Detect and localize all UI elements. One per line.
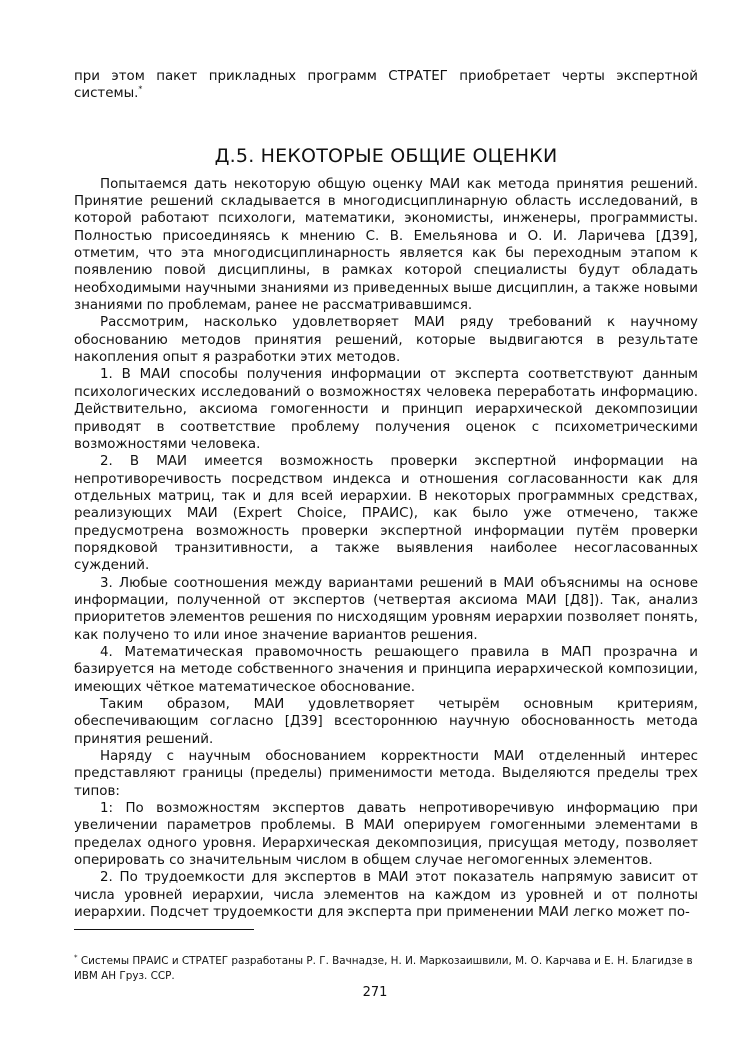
section-heading: Д.5. НЕКОТОРЫЕ ОБЩИЕ ОЦЕНКИ (214, 144, 558, 167)
paragraph: 4. Математическая правомочность решающего правила в МАП прозрачна и базируется на методе собственного значения и принципа иерархической композиции, имеющих чёткое математическое обоснование. (74, 644, 698, 695)
footnote-text: Системы ПРАИС и СТРАТЕГ разработаны Р. Г. Вачнадзе, Н. И. Маркозаишвили, М. О. Карчава и Е. Н. Благидзе в ИВМ АН Груз. ССР. (74, 955, 693, 983)
paragraph: 3. Любые соотношения между вариантами решений в МАИ объяснимы на основе информации, полученной от экспертов (четвертая аксиома МАИ [Д8]). Так, анализ приоритетов элементов решения по нисходящим уровням иерархии позволяет понять, как получено то или иное значение вариантов решения. (74, 575, 698, 643)
footnote-reference-mark: * (138, 84, 143, 94)
paragraph: 2. В МАИ имеется возможность проверки экспертной информации на непротиворечивость посредством индекса и отношения согласованности как для отдельных матриц, так и для всей иерархии. В некоторых программных средствах, реализующих МАИ (Expert Choice, ПРАИС), как было уже отмечено, также предусмотрена возможность проверки экспертной информации путём проверки порядковой транзитивности, а также выявления наиболее несогласованных суждений. (74, 454, 698, 574)
paragraph: 1: По возможностям экспертов давать непротиворечивую информацию при увеличении параметров проблемы. В МАИ оперируем гомогенными элементами в пределах одного уровня. Иерархическая декомпозиция, присущая методу, позволяет оперировать со значительным числом в общем случае негомогенных элементов. (74, 801, 698, 869)
page-number: 271 (362, 985, 388, 1000)
paragraph: Наряду с научным обоснованием корректности МАИ отделенный интерес представляют границы (пределы) применимости метода. Выделяются пределы трех типов: (74, 749, 698, 799)
paragraph: Рассмотрим, насколько удовлетворяет МАИ ряду требований к научному обоснованию методов принятия решений, которые выдвигаются в результате накопления опыт я разработки этих методов. (74, 315, 698, 366)
paragraph: Таким образом, МАИ удовлетворяет четырём основным критериям, обеспечивающим согласно [Д39] всестороннюю научную обоснованность метода принятия решений. (74, 697, 698, 747)
footnote (74, 954, 698, 985)
paragraph: 1. В МАИ способы получения информации от эксперта соответствуют данным психологических исследований о возможностях человека переработать информацию. Действительно, аксиома гомогенности и принцип иерархической декомпозиции приводят в соответствие проблему получения оценок с психометрическими возможностями человека. (74, 367, 698, 452)
intro-text: при этом пакет прикладных программ СТРАТЕГ приобретает черты экспертной системы. (74, 69, 698, 102)
footnote-mark: * (74, 953, 78, 962)
paragraph: 2. По трудоемкости для экспертов в МАИ этот показатель напрямую зависит от числа уровней иерархии, числа элементов на каждом из уровней и от полноты иерархии. Подсчет трудоемкости для эксперта при применении МАИ легко может по- (74, 870, 698, 921)
footnote-divider (74, 929, 254, 930)
paragraph: Попытаемся дать некоторую общую оценку МАИ как метода принятия решений. Принятие решений складывается в многодисциплинарную область исследований, в которой работают психологи, математики, экономисты, инженеры, программисты. Полностью присоединяясь к мнению С. В. Емельянова и О. И. Ларичева [Д39], отметим, что эта многодисциплинарность является как бы переходным этапом к появлению повой дисциплины, в рамках которой специалисты будут обладать необходимыми научными знаниями из приведенных выше дисциплин, а также новыми знаниями по проблемам, ранее не рассматривавшимся. (74, 176, 698, 314)
intro-paragraph (74, 68, 698, 103)
page-body (74, 68, 698, 921)
